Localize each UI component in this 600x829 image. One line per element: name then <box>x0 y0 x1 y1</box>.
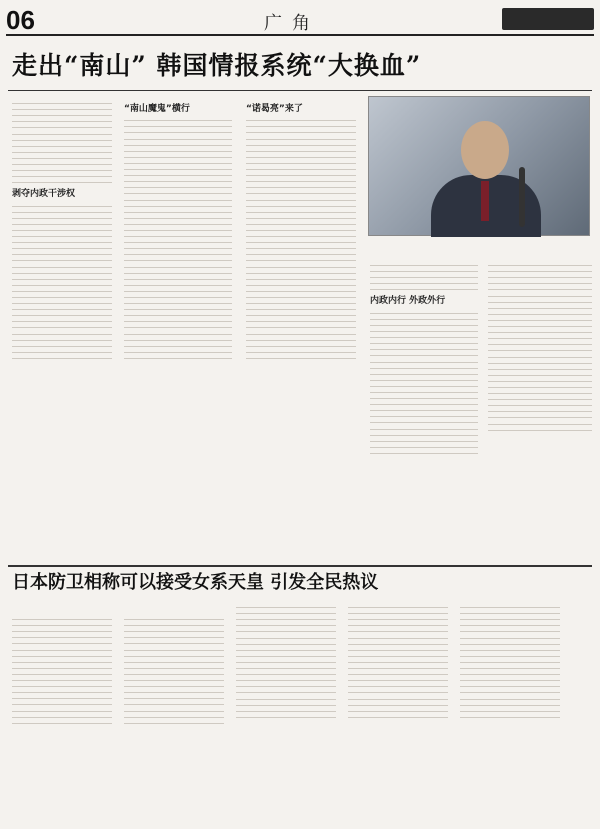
article-1-column-4 <box>370 260 478 459</box>
body-text-lines <box>370 265 478 290</box>
newspaper-logo <box>502 8 594 30</box>
body-text-lines <box>124 619 224 724</box>
body-text-lines <box>12 619 112 724</box>
body-text-lines <box>370 313 478 454</box>
article-1-headline: 走出“南山” 韩国情报系统“大换血” <box>12 51 422 80</box>
body-text-lines <box>124 120 232 359</box>
photo-figure-tie <box>481 181 489 221</box>
subhead: “南山魔鬼”横行 <box>124 104 190 114</box>
body-text-lines <box>246 120 356 359</box>
article-1-column-1 <box>12 98 112 364</box>
page-number: 06 <box>6 5 35 35</box>
subhead: 内政内行 外政外行 <box>370 296 446 307</box>
body-text-lines <box>460 607 560 718</box>
article-2-column-5 <box>460 602 560 723</box>
headline-rule <box>8 90 592 91</box>
subhead: 剥夺内政干涉权 <box>12 189 76 200</box>
article-2-column-4 <box>348 602 448 723</box>
article-2-column-1 <box>12 614 112 729</box>
body-text-lines <box>348 607 448 718</box>
news-photo <box>368 96 590 236</box>
microphone-icon <box>519 167 525 227</box>
article-1-column-3 <box>246 98 356 364</box>
body-text-lines <box>488 265 592 431</box>
article-2-column-2 <box>124 614 224 729</box>
masthead <box>6 6 594 36</box>
article-2-column-3 <box>236 602 336 723</box>
article-1-column-5 <box>488 260 592 436</box>
photo-figure-face <box>461 121 509 179</box>
body-text-lines <box>12 103 112 183</box>
body-text-lines <box>236 607 336 718</box>
section-divider <box>8 565 592 567</box>
article-2-headline: 日本防卫相称可以接受女系天皇 引发全民热议 <box>12 572 379 593</box>
article-1-column-2 <box>124 98 232 364</box>
subhead: “诺曷亮”来了 <box>246 104 303 114</box>
section-name: 广角 <box>264 13 320 34</box>
body-text-lines <box>12 206 112 359</box>
